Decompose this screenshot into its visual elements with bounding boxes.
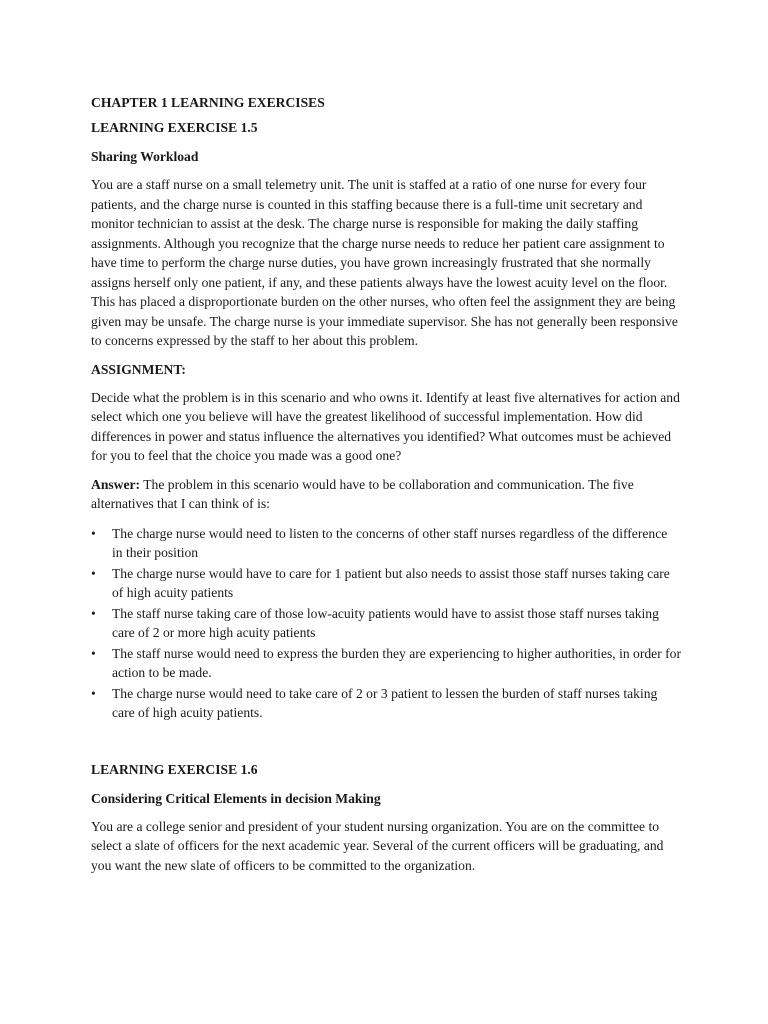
- list-item-text: The charge nurse would need to take care of 2 or 3 patient to lessen the burden of staff nurses taking care of high acuity patients.: [112, 685, 658, 720]
- exercise-1-5-title: LEARNING EXERCISE 1.5: [91, 120, 258, 135]
- list-item-text: The staff nurse taking care of those low-acuity patients would have to assist those staff nurses taking care of 2 or more high acuity patients: [112, 605, 659, 640]
- exercise-1-5-scenario: You are a staff nurse on a small telemetry unit. The unit is staffed at a ratio of one nurse for every four patients, and the charge nurse is counted in this staffing because there is a full-time unit secretary and monitor technician to assist at the desk. The charge nurse is responsible for making the daily staffing assignments. Although you recognize that the charge nurse needs to reduce her patient care assignment to have time to perform the charge nurse duties, you have grown increasingly frustrated that she normally assigns herself only one patient, if any, and these patients always have the lowest acuity level on the floor. This has placed a disproportionate burden on the other nurses, who often feel the assignment they are being given may be unsafe. The charge nurse is your immediate supervisor. She has not generally been responsive to concerns expressed by the staff to her about this problem.: [91, 177, 678, 348]
- list-item: [91, 564, 681, 603]
- bullet-icon: •: [91, 685, 96, 701]
- exercise-1-5-subtitle: Sharing Workload: [91, 149, 199, 164]
- exercise-1-6-title: LEARNING EXERCISE 1.6: [91, 761, 258, 777]
- assignment-heading: ASSIGNMENT:: [91, 361, 186, 377]
- list-item-text: The staff nurse would need to express the burden they are experiencing to higher authorities, in order for action to be made.: [112, 645, 681, 680]
- bullet-icon: •: [91, 605, 96, 621]
- exercise-1-6-scenario: You are a college senior and president of your student nursing organization. You are on the committee to select a slate of officers for the next academic year. Several of the current officers will be graduating, and you want the new slate of officers to be committed to the organization.: [91, 818, 664, 873]
- answer-paragraph: [91, 475, 681, 514]
- list-item-text: The charge nurse would need to listen to the concerns of other staff nurses regardless of the difference in their position: [112, 525, 668, 560]
- answer-text: The problem in this scenario would have to be collaboration and communication. The five alternatives that I can think of is:: [91, 476, 634, 511]
- section-spacer: [91, 724, 681, 760]
- document-content: [91, 93, 681, 884]
- list-item: [91, 604, 681, 643]
- assignment-text: Decide what the problem is in this scenario and who owns it. Identify at least five alternatives for action and select which one you believe will have the greatest likelihood of successful implementation. How did differences in power and status influence the alternatives you identified? What outcomes must be achieved for you to feel that the choice you made was a good one?: [91, 389, 680, 463]
- list-item: [91, 644, 681, 683]
- bullet-icon: •: [91, 525, 96, 541]
- list-item-text: The charge nurse would have to care for 1 patient but also needs to assist those staff nurses taking care of high acuity patients: [112, 565, 670, 600]
- chapter-title: CHAPTER 1 LEARNING EXERCISES: [91, 95, 325, 110]
- list-item: [91, 684, 681, 723]
- bullet-icon: •: [91, 645, 96, 661]
- bullet-icon: •: [91, 565, 96, 581]
- alternatives-list: [91, 524, 681, 723]
- answer-label: Answer:: [91, 476, 141, 492]
- exercise-1-6-subtitle: Considering Critical Elements in decision Making: [91, 790, 381, 806]
- list-item: [91, 524, 681, 563]
